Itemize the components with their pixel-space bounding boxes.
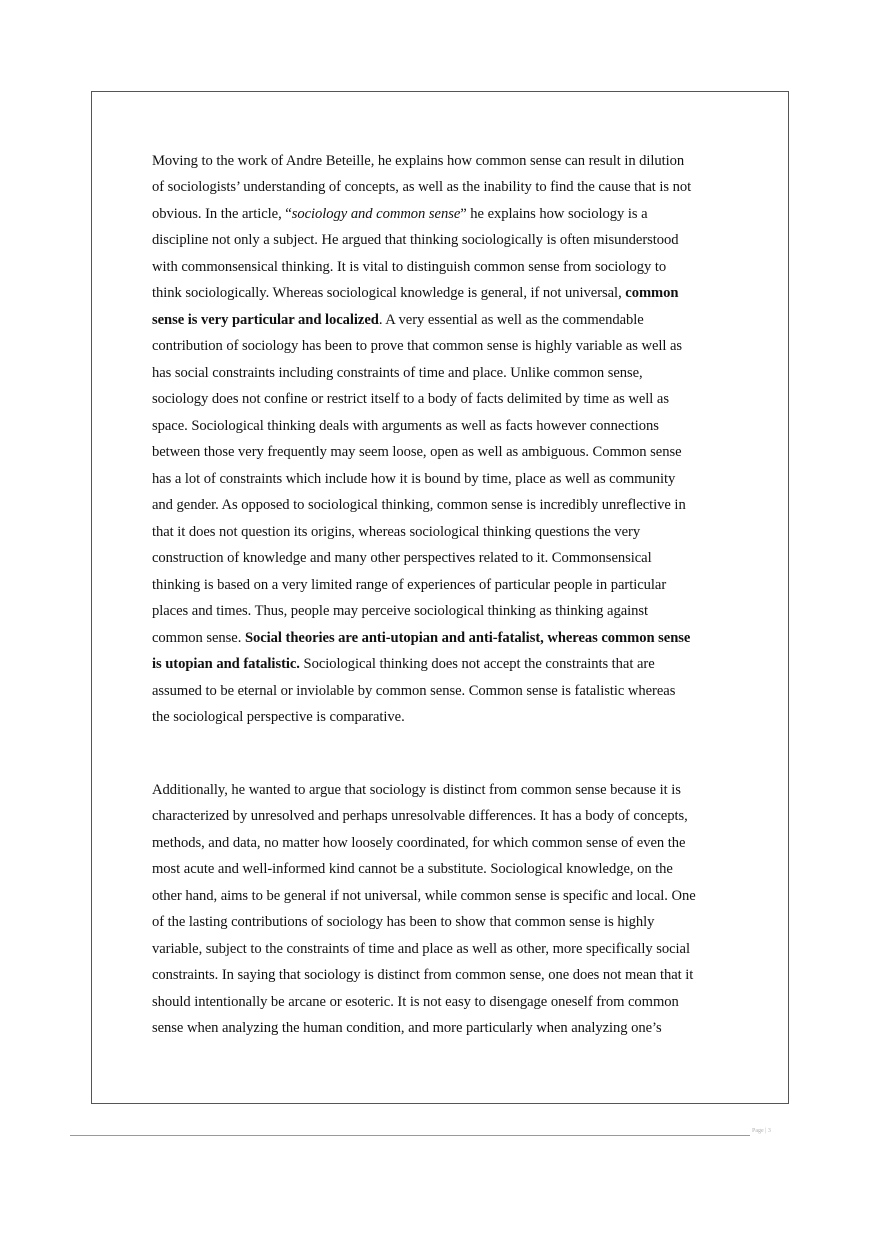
text-line: space. Sociological thinking deals with arguments as well as facts however connections [152,418,659,434]
text-line: variable, subject to the constraints of time and place as well as other, more specifically social [152,941,690,957]
text-line: of the lasting contributions of sociology has been to show that common sense is highly [152,914,655,930]
text-line: methods, and data, no matter how loosely coordinated, for which common sense of even the [152,835,686,851]
footer-rule [70,1135,750,1136]
text-line: Moving to the work of Andre Beteille, he explains how common sense can result in dilution [152,153,685,169]
text-line: has a lot of constraints which include how it is bound by time, place as well as community [152,471,676,487]
text-line: sociology does not confine or restrict itself to a body of facts delimited by time as well as [152,391,669,407]
text-line: that it does not question its origins, whereas sociological thinking questions the very [152,524,641,540]
bold-emphasis: common [625,285,679,301]
bold-emphasis: Social theories are anti-utopian and anti-fatalist, whereas common sense [244,630,691,646]
text-line: Additionally, he wanted to argue that sociology is distinct from common sense because it is [152,782,681,798]
text-line: the sociological perspective is comparative. [152,709,405,725]
page-number: Page | 3 [752,1128,771,1134]
text-line: should intentionally be arcane or esoteric. It is not easy to disengage oneself from common [152,994,679,1010]
text-line: sense when analyzing the human condition, and more particularly when analyzing one’s [152,1020,662,1036]
text-line: thinking is based on a very limited range of experiences of particular people in particular [152,577,667,593]
bold-emphasis: is utopian and fatalistic. [152,656,300,672]
text-line: of sociologists’ understanding of concepts, as well as the inability to find the cause that is not [152,179,692,195]
text-line: constraints. In saying that sociology is distinct from common sense, one does not mean that it [152,967,694,983]
text-line: obvious. In the article, “sociology and common sense” he explains how sociology is a [152,206,648,222]
text-line: most acute and well-informed kind cannot be a substitute. Sociological knowledge, on the [152,861,673,877]
text-line: and gender. As opposed to sociological thinking, common sense is incredibly unreflective in [152,497,686,513]
article-title: sociology and common sense [291,206,461,222]
text-line: sense is very particular and localized. A very essential as well as the commendable [152,312,644,328]
text-line: think sociologically. Whereas sociological knowledge is general, if not universal, common [152,285,679,301]
text-line: has social constraints including constraints of time and place. Unlike common sense, [152,365,643,381]
text-line: common sense. Social theories are anti-utopian and anti-fatalist, whereas common sense [152,630,691,646]
text-line: characterized by unresolved and perhaps unresolvable differences. It has a body of concepts, [152,808,688,824]
text-line: is utopian and fatalistic. Sociological thinking does not accept the constraints that are [152,656,655,672]
text-line: other hand, aims to be general if not universal, while common sense is specific and local. One [152,888,696,904]
text-line: contribution of sociology has been to prove that common sense is highly variable as well as [152,338,683,354]
bold-emphasis: sense is very particular and localized [152,312,379,328]
text-line: construction of knowledge and many other perspectives related to it. Commonsensical [152,550,652,566]
text-line: assumed to be eternal or inviolable by common sense. Common sense is fatalistic whereas [152,683,676,699]
text-line: with commonsensical thinking. It is vital to distinguish common sense from sociology to [152,259,667,275]
text-line: places and times. Thus, people may perceive sociological thinking as thinking against [152,603,649,619]
text-line: discipline not only a subject. He argued that thinking sociologically is often misunderstood [152,232,679,248]
text-line: between those very frequently may seem loose, open as well as ambiguous. Common sense [152,444,682,460]
